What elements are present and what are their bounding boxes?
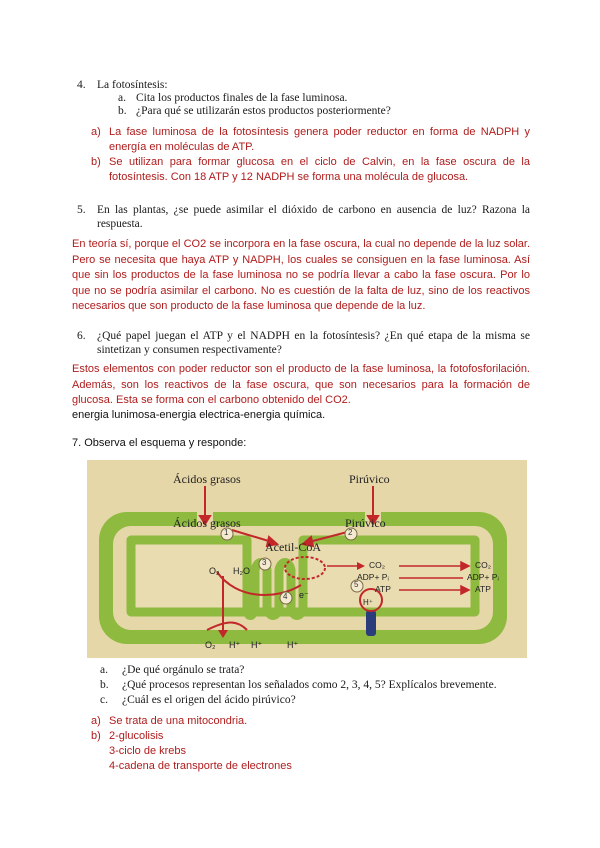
atp-synthase xyxy=(366,610,376,636)
q7-c-marker: c. xyxy=(100,694,108,706)
label-atp-outer: ATP xyxy=(475,584,491,594)
q5-text: En las plantas, ¿se puede asimilar el dióxido de carbono en ausencia de luz? Razona la respuesta. xyxy=(97,204,530,230)
q4-answer-a-text: La fase luminosa de la fotosíntesis genera poder reductor en forma de NADPH y energía en moléculas de ATP. xyxy=(109,126,530,153)
q7-answer-a-marker: a) xyxy=(91,715,101,727)
label-adp-outer: ADP+ Pᵢ xyxy=(467,572,499,582)
q4-answer-b-text: Se utilizan para formar glucosa en el ciclo de Calvin, en la fase oscura de la fotosíntesis. Con 18 ATP y 12 NADPH se forma una molécula de glucosa. xyxy=(109,156,530,183)
step-number-1: 1 xyxy=(224,528,229,537)
q7-answer-b-line-3: 4-cadena de transporte de electrones xyxy=(109,760,292,772)
q7-answer-b-marker: b) xyxy=(91,730,101,742)
label-h-plus-side: H⁺ xyxy=(363,598,373,607)
mitochondrion-diagram xyxy=(87,460,527,658)
label-acetil-coa: Acetil-CoA xyxy=(265,540,321,554)
mitochondrion-svg xyxy=(87,460,527,658)
label-h-plus-1: H⁺ xyxy=(229,640,241,650)
q7-title: 7. Observa el esquema y responde: xyxy=(72,437,247,449)
label-o2-top: O₂ xyxy=(209,566,220,576)
q6-answer: Estos elementos con poder reductor son el producto de la fase luminosa, la fotofosforilación. Además, son los reactivos de la fase oscura, que son necesarios para la formación de glucosa. Esta se forma con el carbono obtenido del CO2. xyxy=(72,363,530,406)
q6-text: ¿Qué papel juegan el ATP y el NADPH en la fotosíntesis? ¿En qué etapa de la misma se sintetizan y consumen respectivamente? xyxy=(97,330,530,356)
step-number-4: 4 xyxy=(283,592,288,601)
label-co2-outer: CO₂ xyxy=(475,560,492,570)
label-atp-inner: ATP xyxy=(375,584,391,594)
q4-answer-b-marker: b) xyxy=(91,156,101,168)
step-number-3: 3 xyxy=(262,558,267,567)
step-number-5: 5 xyxy=(354,580,359,589)
step-number-2: 2 xyxy=(348,528,353,537)
label-co2-inner: CO₂ xyxy=(369,560,386,570)
q7-b-marker: b. xyxy=(100,679,109,691)
label-electron: e⁻ xyxy=(299,590,309,600)
q4-title: La fotosíntesis: xyxy=(97,79,168,91)
label-h-plus-2: H⁺ xyxy=(251,640,263,650)
q4-answer-a-marker: a) xyxy=(91,126,101,138)
q7-b-text: ¿Qué procesos representan los señalados como 2, 3, 4, 5? Explícalos brevemente. xyxy=(122,679,497,691)
q6-note: energia lunimosa-energia electrica-energia química. xyxy=(72,409,326,421)
q7-answer-b-line-2: 3-ciclo de krebs xyxy=(109,745,187,757)
label-acidos-grasos-outer: Ácidos grasos xyxy=(173,472,241,486)
q7-answer-a-text: Se trata de una mitocondria. xyxy=(109,715,248,727)
q4-number: 4. xyxy=(77,79,86,91)
q7-a-marker: a. xyxy=(100,664,108,676)
label-acidos-grasos-inner: Ácidos grasos xyxy=(173,516,241,530)
q7-answer-b-line-1: 2-glucolisis xyxy=(109,730,164,742)
q4-b-marker: b. xyxy=(118,105,127,117)
q4-b-text: ¿Para qué se utilizarán estos productos posteriormente? xyxy=(136,105,391,117)
label-o2-bottom: O₂ xyxy=(205,640,216,650)
label-piruvico-outer: Pirúvico xyxy=(349,472,390,486)
label-piruvico-inner: Pirúvico xyxy=(345,516,386,530)
q7-c-text: ¿Cuál es el origen del ácido pirúvico? xyxy=(122,694,296,706)
q4-a-text: Cita los productos finales de la fase luminosa. xyxy=(136,92,348,104)
q5-answer: En teoría sí, porque el CO2 se incorpora en la fase oscura, la cual no depende de la luz solar. Pero se necesita que haya ATP y NADPH, los cuales se consiguen en la fase luminosa. Así que sin los productos de la fase luminosa no se podría llevar a cabo la fase oscura. Por lo que no se podría asimilar el carbono. No es cuestión de la falta de luz, sino de los reactivos necesarios que son producto de la fase luminosa que depende de la luz. xyxy=(72,238,530,312)
q6-number: 6. xyxy=(77,330,86,342)
label-adp-inner: ADP+ Pᵢ xyxy=(357,572,389,582)
label-h2o: H₂O xyxy=(233,566,250,576)
q5-number: 5. xyxy=(77,204,86,216)
label-h-plus-3: H⁺ xyxy=(287,640,299,650)
q7-a-text: ¿De qué orgánulo se trata? xyxy=(122,664,245,676)
q4-a-marker: a. xyxy=(118,92,126,104)
